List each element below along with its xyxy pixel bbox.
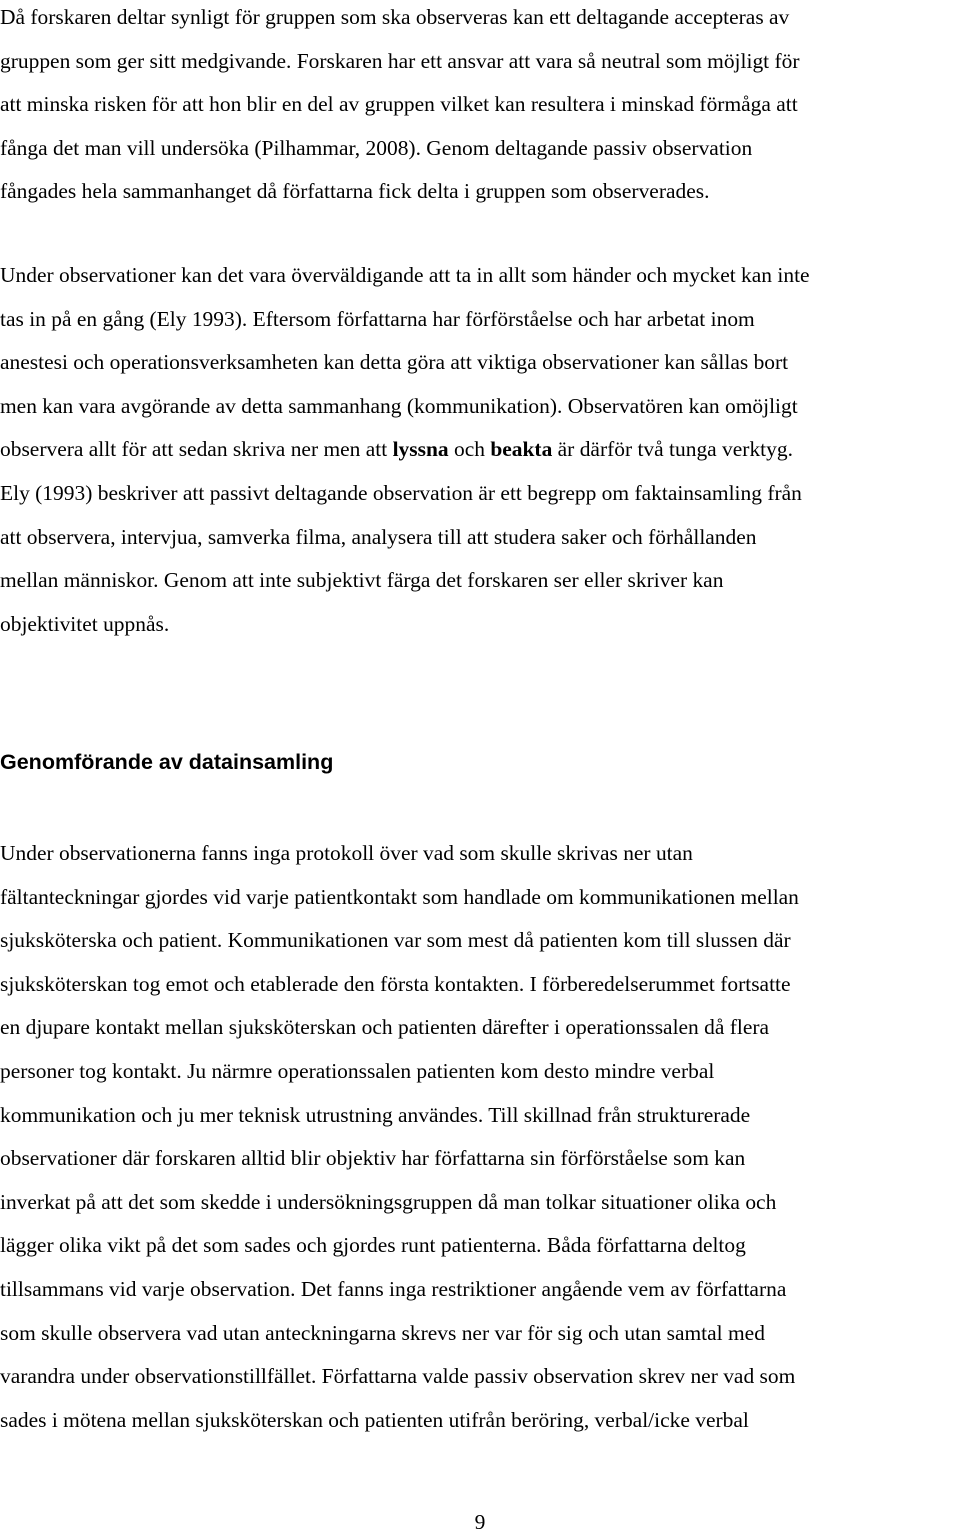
text-line: anestesi och operationsverksamheten kan detta göra att viktiga observationer kan sållas bort	[0, 350, 789, 375]
text-line: observationer där forskaren alltid blir objektiv har författarna sin förförståelse som kan	[0, 1146, 746, 1171]
text-line: tillsammans vid varje observation. Det fanns inga restriktioner angående vem av författarna	[0, 1276, 787, 1301]
text-line: sjuksköterskan tog emot och etablerade den första kontakten. I förberedelserummet fortsatte	[0, 971, 791, 996]
bold-term-beakta: beakta	[490, 437, 553, 462]
text-line: inverkat på att det som skedde i undersökningsgruppen då man tolkar situationer olika och	[0, 1189, 777, 1214]
bold-term-lyssna: lyssna	[392, 437, 449, 462]
text-line: sades i mötena mellan sjuksköterskan och patienten utifrån beröring, verbal/icke verbal	[0, 1407, 749, 1432]
text-line: Under observationer kan det vara överväldigande att ta in allt som händer och mycket kan inte	[0, 263, 810, 287]
body-paragraph-data-collection	[0, 832, 960, 1442]
text-line: kommunikation och ju mer teknisk utrustning användes. Till skillnad från strukturerade	[0, 1102, 751, 1127]
text-line: lägger olika vikt på det som sades och gjordes runt patienterna. Båda författarna deltog	[0, 1233, 746, 1258]
text-line: att observera, intervjua, samverka filma, analysera till att studera saker och förhållanden	[0, 524, 757, 549]
text-line: Under observationerna fanns inga protokoll över vad som skulle skrivas ner utan	[0, 841, 693, 865]
text-run: och	[448, 437, 491, 462]
text-line: varandra under observationstillfället. Författarna valde passiv observation skrev ner vad som	[0, 1364, 796, 1389]
text-line: gruppen som ger sitt medgivande. Forskaren har ett ansvar att vara så neutral som möjligt för	[0, 48, 800, 73]
text-line: personer tog kontakt. Ju närmre operationssalen patienten kom desto mindre verbal	[0, 1058, 715, 1083]
text-line: en djupare kontakt mellan sjuksköterskan och patienten därefter i operationssalen då flera	[0, 1015, 770, 1040]
text-line: men kan vara avgörande av detta sammanhang (kommunikation). Observatören kan omöjligt	[0, 393, 798, 418]
text-line: sjuksköterska och patient. Kommunikationen var som mest då patienten kom till slussen där	[0, 928, 791, 953]
text-line: som skulle observera vad utan anteckningarna skrevs ner var för sig och utan samtal med	[0, 1320, 765, 1345]
body-paragraph-observation-challenges	[0, 254, 960, 646]
text-line-with-emphasis	[0, 428, 960, 472]
text-run: observera allt för att sedan skriva ner men att	[0, 437, 393, 462]
text-line: mellan människor. Genom att inte subjektivt färga det forskaren ser eller skriver kan	[0, 568, 724, 593]
text-line: att minska risken för att hon blir en del av gruppen vilket kan resultera i minskad förmåga att	[0, 92, 798, 117]
text-line: fältanteckningar gjordes vid varje patientkontakt som handlade om kommunikationen mellan	[0, 884, 799, 909]
body-paragraph-observation-acceptance	[0, 0, 960, 214]
text-line: objektivitet uppnås.	[0, 611, 170, 636]
text-line: Då forskaren deltar synligt för gruppen som ska observeras kan ett deltagande accepteras av	[0, 5, 790, 29]
text-run: är därför två tunga verktyg.	[552, 437, 793, 462]
text-line: fånga det man vill undersöka (Pilhammar, 2008). Genom deltagande passiv observation	[0, 135, 753, 160]
text-line: Ely (1993) beskriver att passivt deltagande observation är ett begrepp om faktainsamling från	[0, 480, 802, 505]
section-heading: Genomförande av datainsamling	[0, 750, 334, 774]
page-number: 9	[474, 1510, 486, 1534]
text-line: tas in på en gång (Ely 1993). Eftersom författarna har förförståelse och har arbetat inom	[0, 306, 755, 331]
text-line: fångades hela sammanhanget då författarna fick delta i gruppen som observerades.	[0, 179, 710, 204]
